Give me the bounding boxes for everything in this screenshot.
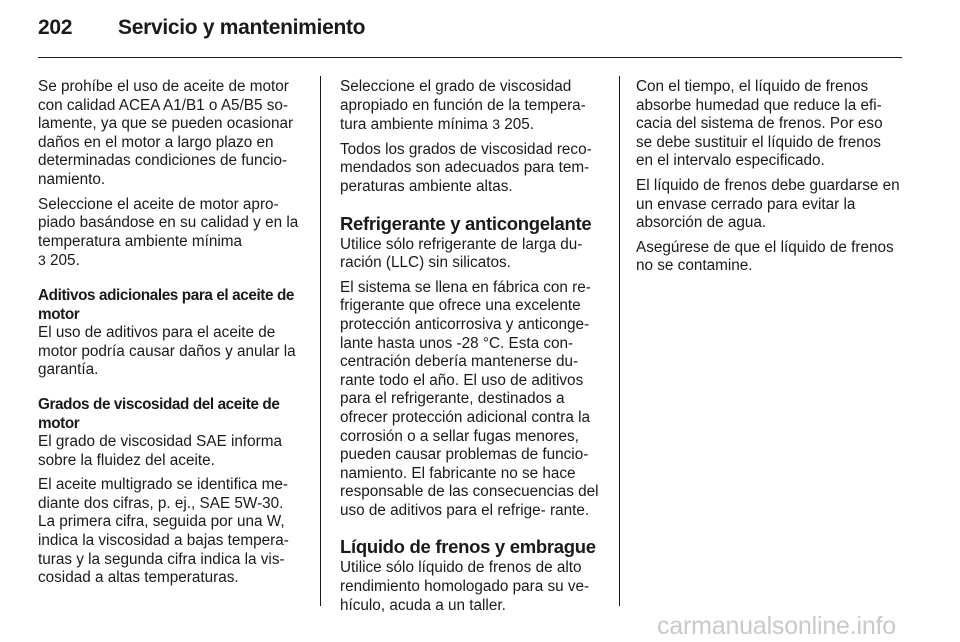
subheading-additives: Aditivos adicionales para el aceite de motor — [38, 286, 295, 323]
subheading-viscosity-grades: Grados de viscosidad del aceite de motor — [38, 395, 280, 432]
watermark: carmanualsonline.info — [657, 612, 897, 640]
section-title: Servicio y mantenimiento — [118, 16, 366, 39]
paragraph-brake-fluid-use: Utilice sólo líquido de frenos de alto rendimiento homologado para su ve- hículo, acuda a un taller. — [340, 559, 590, 614]
page-reference-icon: 3 — [38, 252, 46, 269]
column-divider — [619, 76, 620, 606]
paragraph-sae-grade: El grado de viscosidad SAE informa sobre la fluidez del aceite. — [38, 433, 283, 469]
heading-brake-fluid: Líquido de frenos y embrague — [340, 536, 596, 558]
paragraph-llc: Utilice sólo refrigerante de larga du- ración (LLC) sin silicatos. — [340, 235, 583, 272]
paragraph-factory-fill: El sistema se llena en fábrica con re- frigerante que ofrece una excelente protección anticorrosiva y anticonge- lante hasta unos -28 °C. Esta con- centración debería mantenerse du- rante todo el año. El uso de aditivos para el refrigerante, destinados a ofrecer protección adicional contra la corrosión o a sellar fugas menores, pueden causar problemas de funcio- namiento. El fabricante no se hace responsable de las consecuencias del uso de aditivos para el refrige- rante. — [340, 278, 599, 519]
paragraph-acea-warning: Se prohíbe el uso de aceite de motor con calidad ACEA A1/B1 o A5/B5 so- lamente, ya que se pueden ocasionar daños en el motor a largo plazo en determinadas condiciones de funcio- namiento. — [38, 78, 294, 188]
paragraph-select-oil-text: Seleccione el aceite de motor apro- piado basándose en su calidad y en la temperatura ambiente mínima — [38, 195, 299, 250]
text-column-3 — [636, 78, 902, 282]
column-divider — [320, 76, 321, 606]
paragraph-multigrade: El aceite multigrado se identifica me- diante dos cifras, p. ej., SAE 5W-30. La primera cifra, seguida por una W, indica la viscosidad a bajas tempera- turas y la segunda cifra indica la vis- cosidad a altas temperaturas. — [38, 476, 289, 587]
page-reference: 205. — [504, 116, 535, 134]
text-column-1 — [38, 78, 304, 594]
text-column-2 — [340, 78, 606, 621]
paragraph-additives: El uso de aditivos para el aceite de motor podría causar daños y anular la garantía. — [38, 324, 296, 379]
paragraph-contamination: Asegúrese de que el líquido de frenos no se contamine. — [636, 238, 894, 275]
page-reference: 205. — [50, 252, 80, 270]
paragraph-select-oil — [38, 196, 304, 271]
paragraph-select-viscosity-text: Seleccione el grado de viscosidad apropiado en función de la tempera- tura ambiente mínima — [340, 78, 586, 134]
paragraph-moisture: Con el tiempo, el líquido de frenos absorbe humedad que reduce la efi- cacia del sistema de frenos. Por eso se debe sustituir el líquido de frenos en el intervalo especificado. — [636, 78, 883, 170]
heading-coolant: Refrigerante y anticongelante — [340, 212, 592, 234]
page-reference-icon: 3 — [492, 116, 500, 133]
header-rule — [38, 57, 902, 58]
paragraph-select-viscosity — [340, 78, 606, 135]
paragraph-all-grades: Todos los grados de viscosidad reco- mendados son adecuados para tem- peraturas ambiente altas. — [340, 140, 592, 195]
page-number: 202 — [38, 16, 73, 39]
paragraph-storage: El líquido de frenos debe guardarse en un envase cerrado para evitar la absorción de agua. — [636, 176, 900, 232]
